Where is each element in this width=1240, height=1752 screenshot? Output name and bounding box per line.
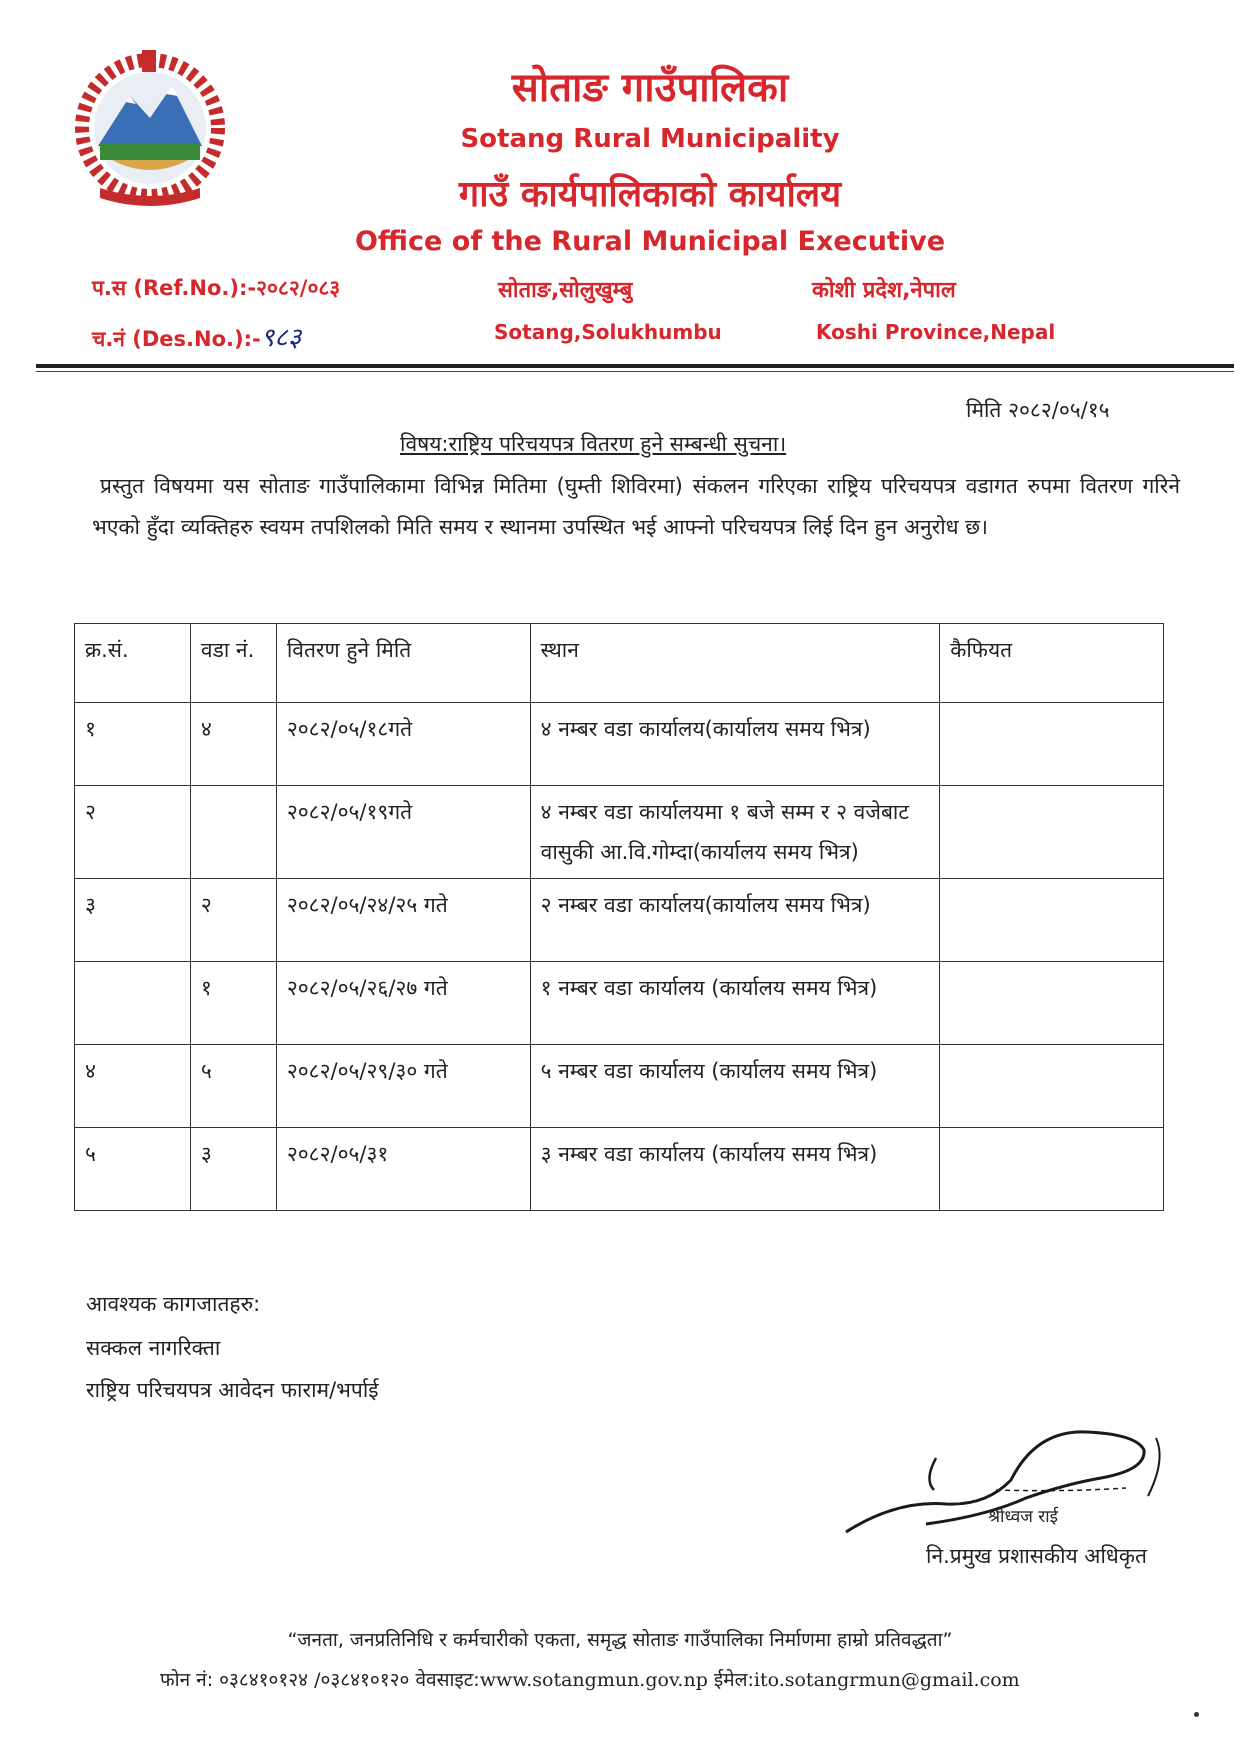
phone-numbers: ०३८४१०१२४ /०३८४१०१२० [219,1669,410,1691]
location-en: Sotang,Solukhumbu [494,320,722,344]
scan-speck [1194,1712,1199,1717]
header-place: स्थान [530,624,940,703]
cell-ward: ३ [190,1128,276,1211]
notice-date: मिति २०८२/०५/१५ [966,398,1110,422]
cell-date: २०८२/०५/२६/२७ गते [276,962,530,1045]
table-row [75,1045,1164,1128]
header-divider-thin [36,371,1234,372]
cell-remarks [940,703,1164,786]
cell-remarks [940,786,1164,879]
reference-number [92,274,340,302]
cell-place: १ नम्बर वडा कार्यालय (कार्यालय समय भित्र) [530,962,940,1045]
des-value: ९८३ [260,323,302,353]
cell-place: ३ नम्बर वडा कार्यालय (कार्यालय समय भित्र) [530,1128,940,1211]
footer-contact [160,1666,1020,1692]
header-date: वितरण हुने मिति [276,624,530,703]
signer-title: नि.प्रमुख प्रशासकीय अधिकृत [926,1544,1147,1568]
cell-remarks [940,1045,1164,1128]
cell-date: २०८२/०५/२४/२५ गते [276,879,530,962]
header-serial: क्र.सं. [75,624,191,703]
table-row [75,703,1164,786]
header-divider [36,364,1234,368]
dispatch-number [92,318,301,354]
cell-serial [75,962,191,1045]
required-document-item: सक्कल नागरिक्ता [86,1336,221,1360]
website-label: वेवसाइट: [409,1669,480,1691]
cell-remarks [940,879,1164,962]
cell-place: ४ नम्बर वडा कार्यालयमा १ बजे सम्म र २ वजेबाट वासुकी आ.वि.गोम्दा(कार्यालय समय भित्र) [530,786,940,879]
cell-place: ५ नम्बर वडा कार्यालय (कार्यालय समय भित्र) [530,1045,940,1128]
des-label: च.नं (Des.No.):- [92,327,261,351]
cell-place: ४ नम्बर वडा कार्यालय(कार्यालय समय भित्र) [530,703,940,786]
cell-ward: २ [190,879,276,962]
office-name-np: गाउँ कार्यपालिकाको कार्यालय [458,174,842,215]
table-row [75,786,1164,879]
table-row [75,879,1164,962]
cell-date: २०८२/०५/१८गते [276,703,530,786]
table-row [75,962,1164,1045]
cell-remarks [940,1128,1164,1211]
cell-ward [190,786,276,879]
cell-serial: ३ [75,879,191,962]
ref-value: २०८२/०८३ [256,276,341,300]
notice-subject: विषय:राष्ट्रिय परिचयपत्र वितरण हुने सम्बन्धी सुचना। [400,432,787,456]
website-link[interactable]: www.sotangmun.gov.np [479,1669,708,1691]
cell-date: २०८२/०५/१९गते [276,786,530,879]
table-row [75,1128,1164,1211]
footer-motto: “जनता, जनप्रतिनिधि र कर्मचारीको एकता, समृद्ध सोताङ गाउँपालिका निर्माणमा हाम्रो प्रतिवद्धता” [287,1629,953,1651]
cell-serial: १ [75,703,191,786]
cell-date: २०८२/०५/३१ [276,1128,530,1211]
cell-serial: २ [75,786,191,879]
office-name-en: Office of the Rural Municipal Executive [354,226,946,257]
signer-name: श्रीध्वज राई [988,1507,1059,1527]
header-ward: वडा नं. [190,624,276,703]
email-label: ईमेल: [707,1669,754,1691]
cell-ward: ५ [190,1045,276,1128]
cell-date: २०८२/०५/२९/३० गते [276,1045,530,1128]
province-en: Koshi Province,Nepal [816,320,1056,344]
cell-ward: ४ [190,703,276,786]
location-np: सोताङ,सोलुखुम्बु [498,278,633,303]
email-link[interactable]: ito.sotangrmun@gmail.com [753,1669,1020,1691]
province-np: कोशी प्रदेश,नेपाल [812,278,956,303]
required-documents-heading: आवश्यक कागजातहरु: [86,1292,261,1316]
header-remarks: कैफियत [940,624,1164,703]
municipality-name-np: सोताङ गाउँपालिका [511,65,789,111]
municipality-name-en: Sotang Rural Municipality [460,124,840,154]
cell-place: २ नम्बर वडा कार्यालय(कार्यालय समय भित्र) [530,879,940,962]
cell-serial: ५ [75,1128,191,1211]
cell-remarks [940,962,1164,1045]
cell-serial: ४ [75,1045,191,1128]
distribution-schedule-table [74,623,1164,1211]
table-header-row [75,624,1164,703]
phone-label: फोन नं: [160,1669,220,1691]
required-document-item: राष्ट्रिय परिचयपत्र आवेदन फाराम/भर्पाई [86,1378,379,1402]
cell-ward: १ [190,962,276,1045]
ref-label: प.स (Ref.No.):- [92,276,257,300]
notice-body: प्रस्तुत विषयमा यस सोताङ गाउँपालिकामा विभिन्न मितिमा (घुम्ती शिविरमा) संकलन गरिएका राष्ट्रिय परिचयपत्र वडागत रुपमा वितरण गरिने भएको हुँदा व्यक्तिहरु स्वयम तपशिलको मिति समय र स्थानमा उपस्थित भई आफ्नो परिचयपत्र लिई दिन हुन अनुरोध छ। [92,474,1180,539]
